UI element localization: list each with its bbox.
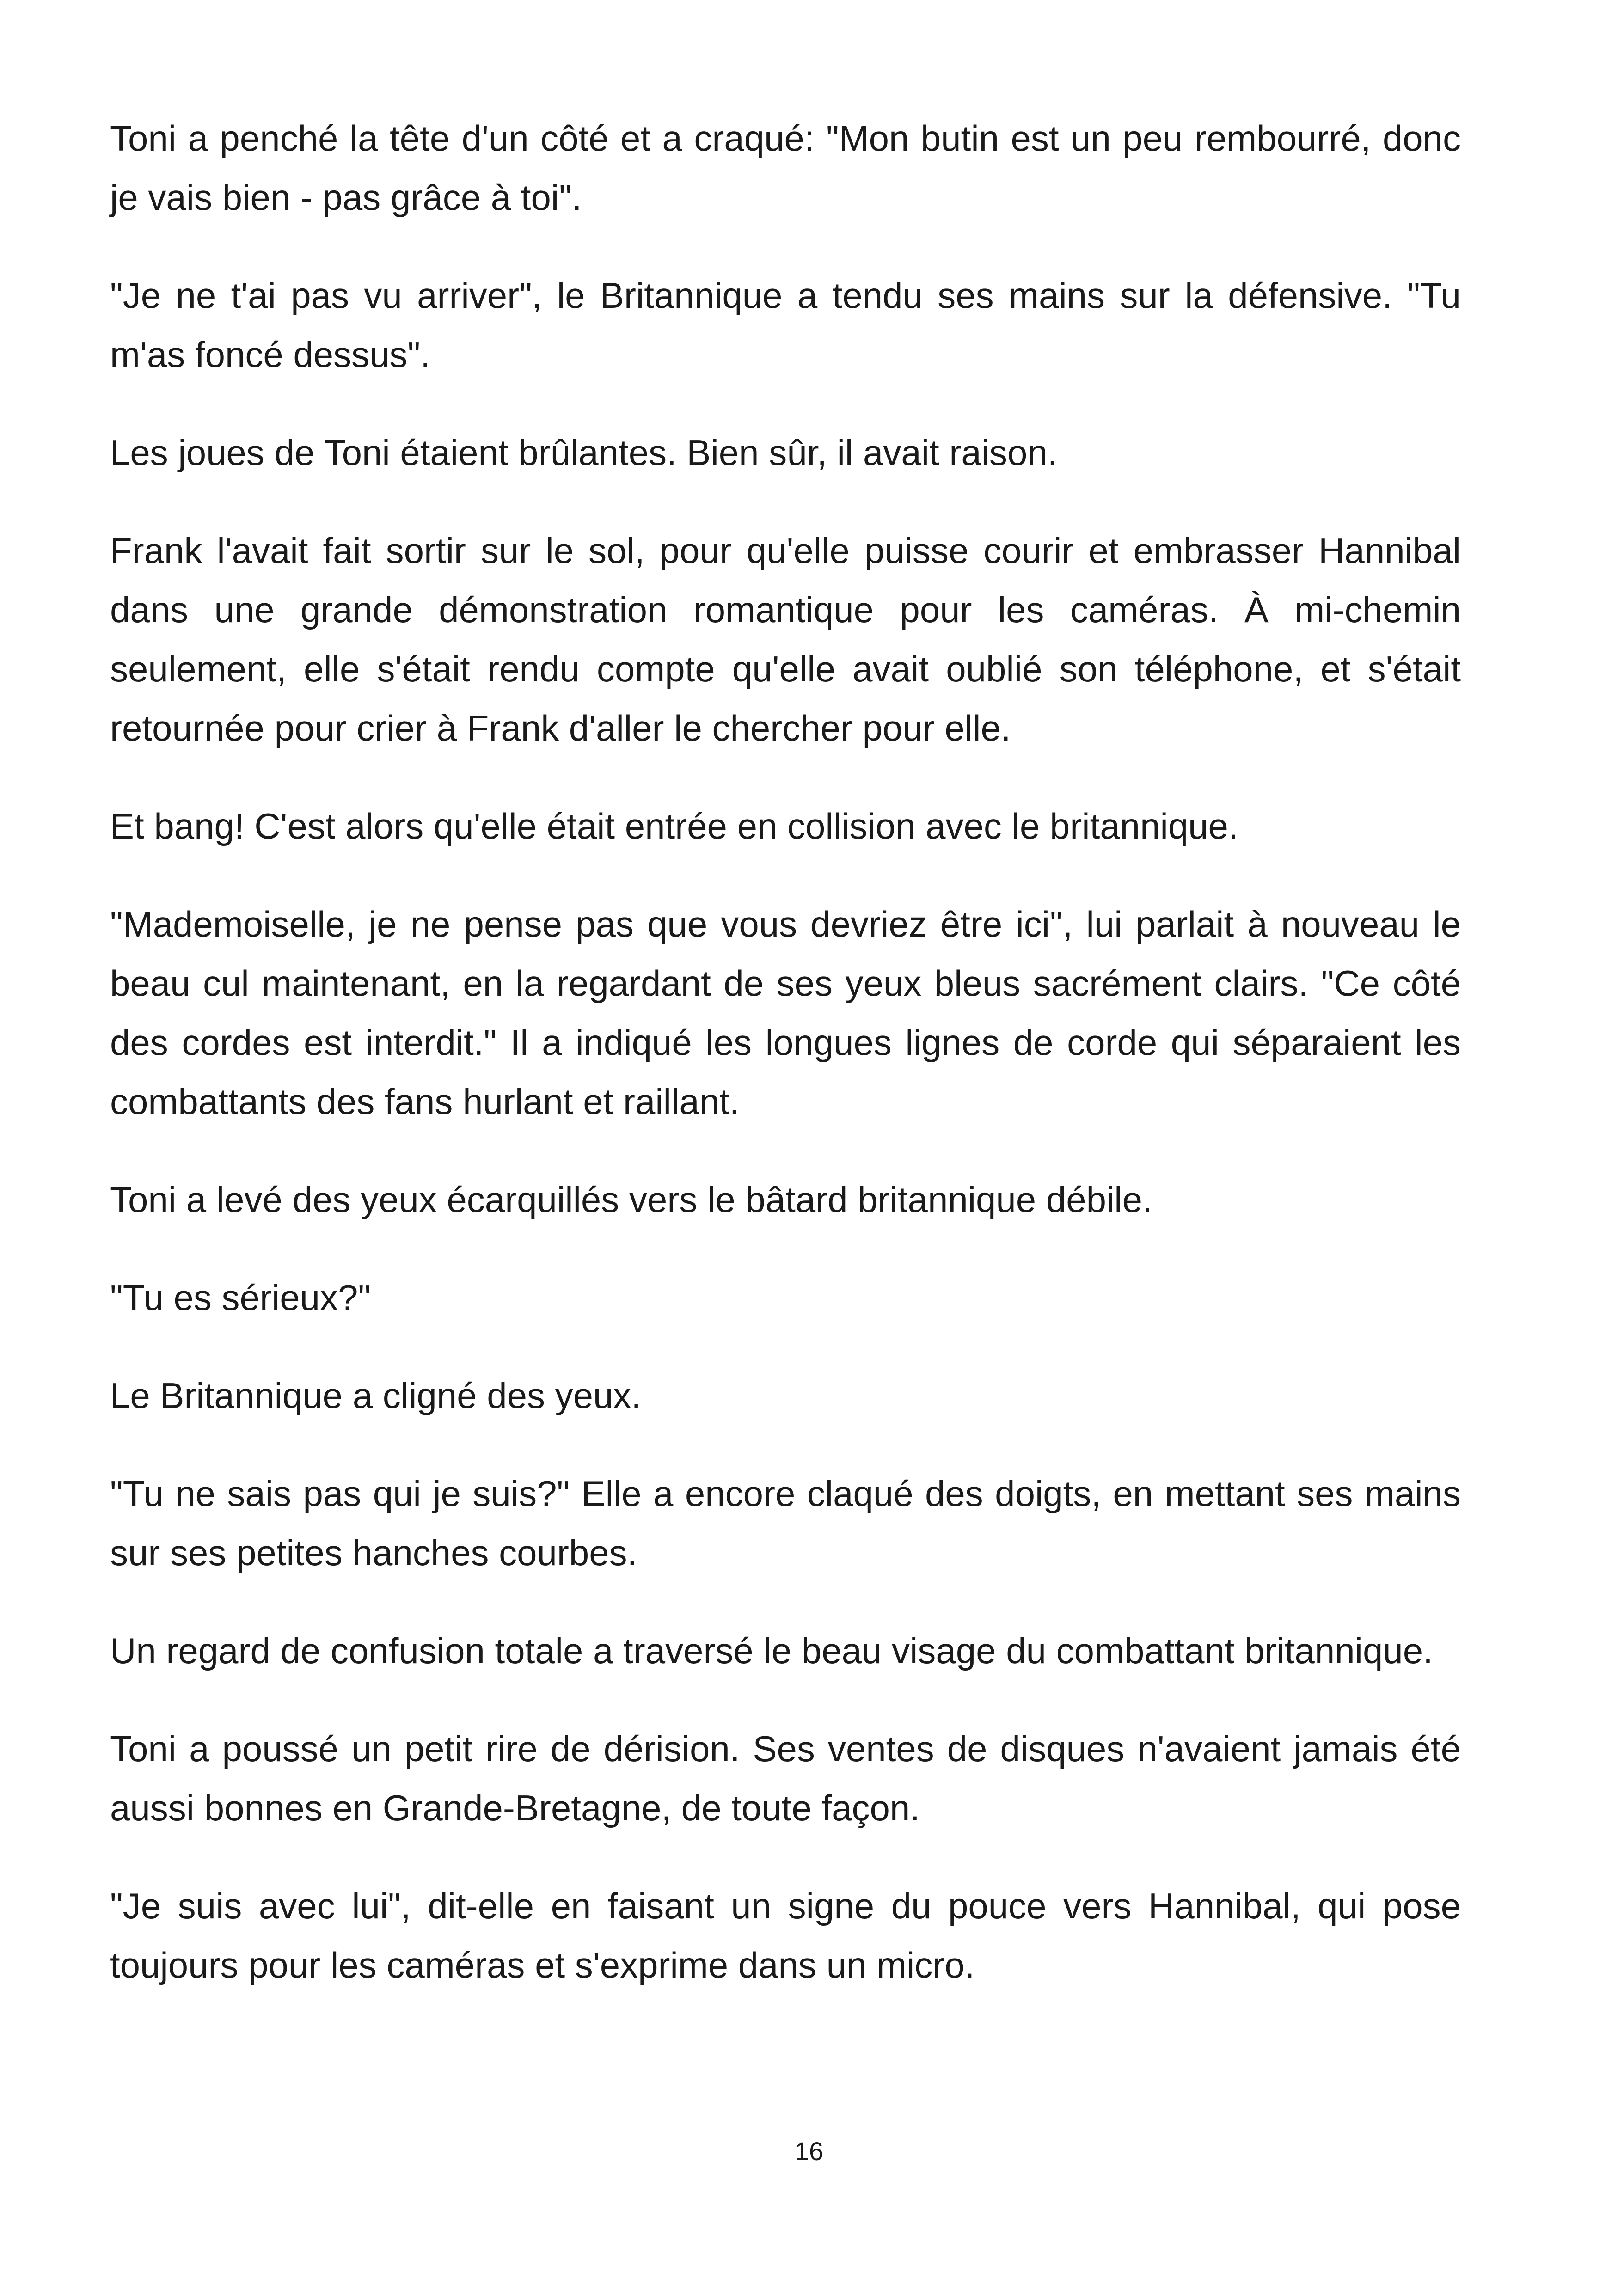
paragraph: Un regard de confusion totale a traversé le beau visage du combattant britannique. (110, 1630, 1433, 1671)
paragraph: Toni a poussé un petit rire de dérision. Ses ventes de disques n'avaient jamais été aussi bonnes en Grande-Bretagne, de toute façon. (110, 1728, 1461, 1828)
body-text (110, 109, 1461, 2033)
paragraph: "Tu ne sais pas qui je suis?" Elle a encore claqué des doigts, en mettant ses mains sur ses petites hanches courbes. (110, 1473, 1461, 1573)
paragraph: Le Britannique a cligné des yeux. (110, 1375, 642, 1416)
page-number: 16 (794, 2137, 824, 2166)
paragraph: "Mademoiselle, je ne pense pas que vous devriez être ici", lui parlait à nouveau le beau cul maintenant, en la regardant de ses yeux bleus sacrément clairs. "Ce côté des cordes est interdit." Il a indiqué les longues lignes de corde qui séparaient les combattants des fans hurlant et raillant. (110, 904, 1461, 1122)
paragraph: Frank l'avait fait sortir sur le sol, pour qu'elle puisse courir et embrasser Hannibal dans une grande démonstration romantique pour les caméras. À mi-chemin seulement, elle s'était rendu compte qu'elle avait oublié son téléphone, et s'était retournée pour crier à Frank d'aller le chercher pour elle. (110, 530, 1461, 748)
paragraph: Toni a levé des yeux écarquillés vers le bâtard britannique débile. (110, 1179, 1152, 1220)
paragraph: Les joues de Toni étaient brûlantes. Bien sûr, il avait raison. (110, 432, 1058, 473)
paragraph: "Tu es sérieux?" (110, 1277, 371, 1318)
paragraph: "Je suis avec lui", dit-elle en faisant un signe du pouce vers Hannibal, qui pose toujours pour les caméras et s'exprime dans un micro. (110, 1886, 1461, 1985)
paragraph: "Je ne t'ai pas vu arriver", le Britannique a tendu ses mains sur la défensive. "Tu m'as foncé dessus". (110, 275, 1461, 375)
paragraph: Toni a penché la tête d'un côté et a craqué: "Mon butin est un peu rembourré, donc je vais bien - pas grâce à toi". (110, 118, 1461, 218)
paragraph: Et bang! C'est alors qu'elle était entrée en collision avec le britannique. (110, 806, 1238, 846)
